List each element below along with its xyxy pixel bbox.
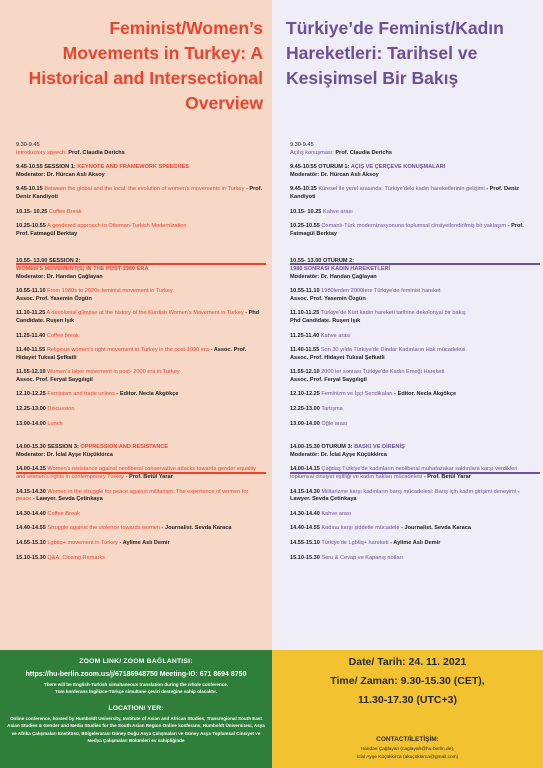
program-item: 14.55-15.10 Türkiye'de Lgbtiq+ hareketi - Aylime Aslı Demir xyxy=(290,540,441,546)
program-item: 15.10-15.30 Q&A, Closing Remarks xyxy=(16,554,105,561)
program-item: 11.25-11.40 Kahve arası xyxy=(290,332,351,339)
program-item: 14.00-14.15 Çağdaş Türkiye'de kadınların neoliberal muhafazakar saldırılara karşı verdikleri toplumsal cinsiyet eşitliği ve kadın hakları mücadelesi - Prof. Betül Yarar xyxy=(290,466,518,481)
session-header: 10.55- 13.00 OTURUM 2: 1980 SONRASI KADIN HAREKETLERİ Moderatör: Dr. Handan Çağlayan xyxy=(290,258,391,280)
program-item: 10.25-10.55 Osmanlı-Türk modernizasyonuna toplumsal cinsiyetlendirilmiş bir yaklaşım - Prof. Fatmagül Berktay xyxy=(290,223,524,237)
program-item: 12.25-13.00 Tartışma xyxy=(290,406,343,413)
session-header: 9.45-10.55 OTURUM 1: AÇIŞ VE ÇERÇEVE KONUŞMALARI Moderatör: Dr. Hürcan Aslı Aksoy xyxy=(290,164,446,178)
footer-info xyxy=(0,650,272,768)
program-item: 9.30-9.45 Açılış konuşması: Prof. Claudia Derichs xyxy=(290,142,392,156)
program-item: 12.10-12.25 Feminizm ve İşçi Sendikaları - Editor. Necla Akgökçe xyxy=(290,391,457,398)
program-item: 10.15- 10.25 Coffee Break xyxy=(16,208,82,215)
location-heading: LOCATION/ YER: xyxy=(108,705,164,712)
program-item: 9.45-10.15 Between the global and the local: the evolution of women's movements in Turkey - Prof. Deniz Kandiyoti xyxy=(16,186,263,200)
program-item: 11.25-11.40 Coffee break xyxy=(16,332,79,339)
program-item: 13.00-14.00 Lunch xyxy=(16,420,63,427)
program-item: 10.15- 10.25 Kahve arası xyxy=(290,208,353,215)
program-item: 14.55-15.10 Lgbtiq+ movement in Turkey - Aylime Aslı Demir xyxy=(16,540,170,546)
program-item: 15.10-15.30 Soru & Cevap ve Kapanış notları xyxy=(290,554,403,561)
contact-heading: CONTACT/İLETİŞİM: xyxy=(376,736,439,743)
program-item: 14.15-14.30 Women in the struggle for peace against militarism: The experience of women for peace - Lawyer. Sevda Çetinkaya xyxy=(16,488,249,503)
program-item: 14.15-14.30 Militarizme karşı kadınların barış mücadelesi: Barış için kadın girişimi deneyimi - Lawyer. Sevda Çetinkaya xyxy=(290,488,520,503)
program-item: 14.30-14.40 Coffee Break xyxy=(16,510,80,517)
program-item: 11.10-11.25 Türkiye'de Kürt kadın hareketi tarihine dekolonyal bir bakış Phd Candidate. Ruşen Işık xyxy=(290,310,466,324)
program-item: 11.55-12.10 2000 ler sonrası Türkiye'de Kadın Emeği Hareketi Assoc. Prof. Feryal Saygılıgil xyxy=(290,369,445,383)
title-english: Feminist/Women’s Movements in Turkey: A Historical and Intersectional Overview xyxy=(28,18,263,113)
program-item: 14.00-14.15 Women's resistance against neoliberal conservative attacks towards gender equality and women's rights in contemporary Turkey - Prof. Betül Yarar xyxy=(16,466,257,481)
program-item: 11.40-11.55 Son 30 yılda Türkiye'de Dindar Kadınların Hak mücadelesi Assoc. Prof. Hidayet Tuksal Şefkatli xyxy=(290,347,466,361)
footer-date xyxy=(272,650,543,768)
program-english xyxy=(16,142,264,569)
title-turkish: Türkiye’de Feminist/Kadın Hareketleri: Tarihsel ve Kesişimsel Bir Bakış xyxy=(286,18,504,88)
program-item: 10.55-11.10 1980lerden 2000lere Türkiye'de feminist hareket Assoc. Prof. Yasemin Özgün xyxy=(290,288,441,302)
translation-note-tr: Tüm konferans İngilizce-Türkçe simultane çeviri desteğine sahip olacaktır. xyxy=(54,689,218,694)
program-item: 12.25-13.00 Discussion xyxy=(16,406,75,413)
time-line: 11.30-17.30 (UTC+3) xyxy=(358,694,457,706)
program-item: 10.55-11.10 From 1980s to 2020s feminist movement in Turkey Assoc. Prof. Yasemin Özgün xyxy=(16,288,173,302)
program-item: 12.10-12.25 Feminism and trade unions - Editor. Necla Akgökçe xyxy=(16,391,179,398)
program-item: 9.30-9.45 Introductory speech: Prof. Claudia Derichs xyxy=(16,142,125,156)
zoom-heading: ZOOM LINK/ ZOOM BAĞLANTISI: xyxy=(79,658,193,665)
program-item: 14.30-14.40 Kahve arası xyxy=(290,510,352,517)
zoom-link[interactable]: https://hu-berlin.zoom.us/j/67186948750 Meeting-ID: 671 8694 8750 xyxy=(25,671,247,678)
program-item: 13.00-14.00 Öğle arası xyxy=(290,420,348,427)
session-header: 14.00-15.30 SESSION 3: OPPRESSION AND RESISTANCE Moderator: Dr. İclal Ayşe Küçükkirca xyxy=(16,444,169,458)
program-item: 11.40-11.55 Religious women's right movement in Turkey in the post-1990 era - Assoc. Prof. Hidayet Tuksal Şefkatli xyxy=(16,347,247,361)
time-line: Time/ Zaman: 9.30-15.30 (CET), xyxy=(330,675,485,687)
program-item: 9.45-10.15 Küresel ile yerel arasında: Türkiye'deki kadın hareketlerinin gelişimi - Prof. Deniz Kandiyoti xyxy=(290,186,519,200)
contact-line[interactable]: Handan Çağlayan (caglayah@hu-berlin.de), xyxy=(360,747,455,752)
contact-line[interactable]: İclal Ayşe Küçükkirca (akuçükkirca@gmail.com) xyxy=(356,755,459,760)
date-line: Date/ Tarih: 24. 11. 2021 xyxy=(348,656,467,668)
program-item: 11.55-12.10 Women's labor movement in post- 2000 era in Turkey Assoc. Prof. Feryal Saygılıgil xyxy=(16,369,180,383)
program-item: 11.10-11.25 A decolonial glimpse at the history of the Kurdish Women's Movement in Turkey - Phd Candidate. Ruşen Işık xyxy=(16,310,260,324)
program-item: 10.25-10.55 A gendered approach to Ottoman-Turkish Modernization Prof. Fatmagül Berktay xyxy=(16,223,187,237)
translation-note-en: There will be English-Turkish simultaneous translation during the whole conference. xyxy=(43,682,229,687)
session-header: 14.00-15.30 OTURUM 3: BASKI VE DİRENİŞ Moderatör: Dr. İclal Ayşe Küçükkirca xyxy=(290,444,405,458)
program-item: 14.40-14.55 Kadına karşı şiddetle mücadele - Journalist. Sevda Karaca xyxy=(290,525,471,532)
program-item: 14.40-14.55 Struggle against the violence towards women - Journalist. Sevda Karaca xyxy=(16,525,232,532)
program-turkish xyxy=(290,142,538,569)
location-text: Online conference, hosted by Humboldt University, Institute of Asian and African Studies, Transregional South East Asian Studies & Gender and Media Studies for the South Asian Region Online konferans, Humboldt Üniversitesi, Asya ve Afrika Çalışmaları Enstitüsü, Bölgelerarası Güney Doğu Asya Çalışmaları ve Güney Asya Toplumsal Cinsiyet ve Medya Çalışmaları Bölümleri ev sahipliğinde xyxy=(7,716,265,743)
session-header: 9.45-10.55 SESSION 1: KEYNOTE AND FRAMEWORK SPEECHES Moderator: Dr. Hürcan Aslı Aksoy xyxy=(16,164,189,178)
session-header: 10.55- 13.00 SESSION 2: WOMEN'S MOVEMENT(S) IN THE POST-1980 ERA Moderator: Dr. Handan Çağlayan xyxy=(16,258,149,280)
